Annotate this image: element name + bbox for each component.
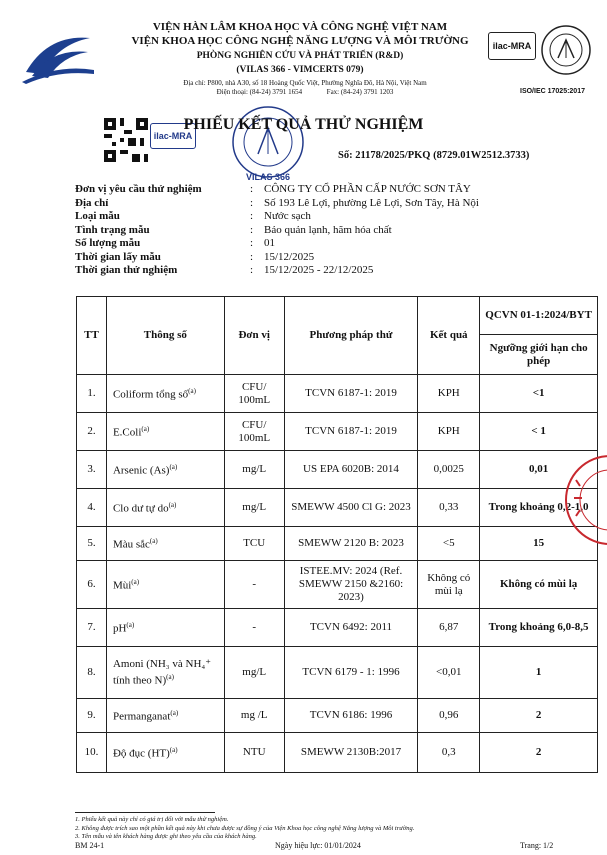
info-label: Địa chỉ [75,196,109,209]
cell-tt: 4. [77,489,107,527]
info-value: 15/12/2025 - 22/12/2025 [264,264,374,276]
cell-result: Không có mùi lạ [418,561,480,609]
cell-param [106,609,224,647]
header-line-4: (VILAS 366 - VIMCERTS 079) [236,65,364,75]
param-sup: (a) [169,463,178,472]
footer-form-code: BM 24-1 [75,841,105,850]
note-item: 2. Không được trích sao một phần kết quả này khi chưa được sự đồng ý của Viện Khoa học công nghệ Năng lượng và Môi trường. [75,824,415,832]
info-label: Tình trạng mẫu [75,223,150,236]
footer-page-number: Trang: 1/2 [520,841,554,850]
table-row [77,413,598,451]
cell-result: <5 [418,527,480,561]
cell-unit: mg /L [224,699,284,733]
cell-limit: Trong khoảng 6,0-8,5 [480,609,598,647]
param-name: pH [112,622,127,635]
note-item: 3. Tên mẫu và tên khách hàng được ghi theo yêu cầu của khách hàng. [75,833,257,840]
cell-param [106,699,224,733]
cell-method: TCVN 6492: 2011 [284,609,418,647]
info-row: Tình trạng mẫu : Bảo quản lạnh, hãm hóa chất [75,223,392,236]
table-row [77,489,598,527]
table-row [77,527,598,561]
cell-result: 0,0025 [418,451,480,489]
accreditation-seal-icon [540,24,592,76]
cell-param [106,375,224,413]
param-name: E.Coli [112,426,142,439]
cell-result: 0,96 [418,699,480,733]
cell-limit: 15 [480,527,598,561]
ilac-mra-logo: ilac-MRA [488,32,536,60]
cell-limit: 0,01 [480,451,598,489]
param-sup: (a) [166,672,174,681]
info-label: Thời gian lấy mẫu [75,250,161,263]
cell-tt: 1. [77,375,107,413]
cell-limit: <1 [480,375,598,413]
ilac-mra-logo-2: ilac-MRA [150,123,196,149]
param-sup: (a) [168,501,177,510]
header-contact [140,88,470,97]
info-value: 15/12/2025 [264,250,315,263]
cell-unit: CFU/ 100mL [224,375,284,413]
report-title: PHIẾU KẾT QUẢ THỬ NGHIỆM [183,116,424,133]
info-label: Loại mẫu [75,210,120,222]
param-sup: (a) [126,621,135,630]
cell-method: ISTEE.MV: 2024 (Ref. SMEWW 2150 &2160: 2023) [284,561,418,609]
param-name: Màu sắc [112,538,150,551]
report-number: Số: 21178/2025/PKQ (8729.01W2512.3733) [338,150,530,161]
info-row: Thời gian thử nghiệm : 15/12/2025 - 22/12/2025 [75,264,374,276]
cell-method: TCVN 6186: 1996 [284,699,418,733]
cell-tt: 7. [77,609,107,647]
info-row: Đơn vị yêu cầu thử nghiệm : CÔNG TY CỔ PHẦN CẤP NƯỚC SƠN TÂY [75,183,471,195]
header-phone: Điện thoại: (84-24) 3791 1654 [216,88,303,96]
table-row [77,451,598,489]
param-name: Coliform tổng số [112,388,189,401]
col-header-tt: TT [77,297,107,375]
cell-tt: 8. [77,647,107,699]
cell-unit: CFU/ 100mL [224,413,284,451]
cell-param [106,561,224,609]
table-row [77,561,598,609]
cell-tt: 6. [77,561,107,609]
sample-info [75,183,575,278]
cell-result: KPH [418,413,480,451]
info-value: Bảo quản lạnh, hãm hóa chất [264,223,392,236]
col-header-result: Kết quả [418,297,480,375]
header-address: Địa chỉ: P800, nhà A30, số 18 Hoàng Quốc Việt, Phường Nghĩa Đô, Hà Nội, Việt Nam [183,79,427,87]
cell-tt: 3. [77,451,107,489]
notes-divider [75,812,215,813]
table-row [77,609,598,647]
cell-limit: Trong khoảng 0,2-1,0 [480,489,598,527]
results-table [76,296,598,773]
cell-method: SMEWW 2120 B: 2023 [284,527,418,561]
info-row: Loại mẫu : Nước sạch [75,210,311,222]
param-sup: (a) [188,387,196,396]
param-sup: (a) [170,709,179,718]
header-fax: Fax: (84-24) 3791 1203 [326,88,394,96]
info-value: Nước sạch [264,210,311,222]
institute-logo [18,24,98,86]
param-sup: (a) [131,578,140,587]
footer-effective-date: Ngày hiệu lực: 01/01/2024 [275,841,361,850]
cell-param [106,489,224,527]
cell-result: <0,01 [418,647,480,699]
cell-unit: mg/L [224,489,284,527]
param-name: Permanganat [112,710,171,723]
vilas-label: VILAS 366 [246,172,291,182]
note-item: 1. Phiếu kết quả này chỉ có giá trị đối với mẫu thử nghiệm. [75,816,229,823]
info-value: Số 193 Lê Lợi, phường Lê Lợi, Sơn Tây, Hà Nội [264,196,479,209]
cell-param [106,647,224,699]
info-label: Đơn vị yêu cầu thử nghiệm [75,183,202,195]
param-name: Clo dư tự do [112,502,169,515]
param-sup: (a) [149,537,158,546]
col-header-unit: Đơn vị [224,297,284,375]
param-sup: (a) [169,746,178,755]
col-header-param: Thông số [106,297,224,375]
info-row: Số lượng mẫu : 01 [75,237,275,249]
header-line-2: VIỆN KHOA HỌC CÔNG NGHỆ NĂNG LƯỢNG VÀ MÔI TRƯỜNG [131,35,469,47]
header-line-3: PHÒNG NGHIÊN CỨU VÀ PHÁT TRIỂN (R&D) [196,51,404,61]
param-sup: (a) [141,425,150,434]
cell-param [106,451,224,489]
cell-tt: 5. [77,527,107,561]
cell-method: US EPA 6020B: 2014 [284,451,418,489]
cell-limit: 2 [480,733,598,773]
cell-param [106,733,224,773]
cell-param [106,413,224,451]
table-row [77,733,598,773]
cell-unit: - [224,609,284,647]
cell-unit: mg/L [224,451,284,489]
table-row [77,375,598,413]
header-line-1: VIỆN HÀN LÂM KHOA HỌC VÀ CÔNG NGHỆ VIỆT NAM [152,21,448,33]
cell-unit: mg/L [224,647,284,699]
cell-unit: NTU [224,733,284,773]
cell-tt: 10. [77,733,107,773]
cell-result: 0,3 [418,733,480,773]
param-name: Amoni (NH₃ và NH₄⁺ tính theo N) [112,657,212,687]
cell-limit: < 1 [480,413,598,451]
cell-unit: TCU [224,527,284,561]
cell-tt: 9. [77,699,107,733]
info-value: CÔNG TY CỔ PHẦN CẤP NƯỚC SƠN TÂY [264,183,471,195]
info-value: 01 [264,237,275,249]
param-name: Độ đục (HT) [112,747,170,760]
notes [75,816,595,842]
table-row [77,647,598,699]
cell-unit: - [224,561,284,609]
col-header-standard: QCVN 01-1:2024/BYT [480,297,598,335]
col-header-method: Phương pháp thử [284,297,418,375]
param-name: Arsenic (As) [112,464,170,477]
red-stamp-icon [562,440,607,560]
cell-tt: 2. [77,413,107,451]
cell-method: SMEWW 4500 Cl G: 2023 [284,489,418,527]
param-name: Mùi [112,579,132,592]
cell-result: 0,33 [418,489,480,527]
cell-method: TCVN 6187-1: 2019 [284,375,418,413]
cell-limit: Không có mùi lạ [480,561,598,609]
iso-standard: ISO/IEC 17025:2017 [520,88,585,95]
cell-limit: 2 [480,699,598,733]
info-row: Địa chỉ : Số 193 Lê Lợi, phường Lê Lợi, Sơn Tây, Hà Nội [75,196,479,209]
info-label: Thời gian thử nghiệm [75,264,178,276]
cell-method: SMEWW 2130B:2017 [284,733,418,773]
cell-method: TCVN 6179 - 1: 1996 [284,647,418,699]
cell-param [106,527,224,561]
cell-method: TCVN 6187-1: 2019 [284,413,418,451]
info-label: Số lượng mẫu [75,237,141,249]
info-row: Thời gian lấy mẫu : 15/12/2025 [75,250,315,263]
col-header-limit: Ngưỡng giới hạn cho phép [480,335,598,375]
cell-result: KPH [418,375,480,413]
cell-limit: 1 [480,647,598,699]
table-row [77,699,598,733]
cell-result: 6,87 [418,609,480,647]
